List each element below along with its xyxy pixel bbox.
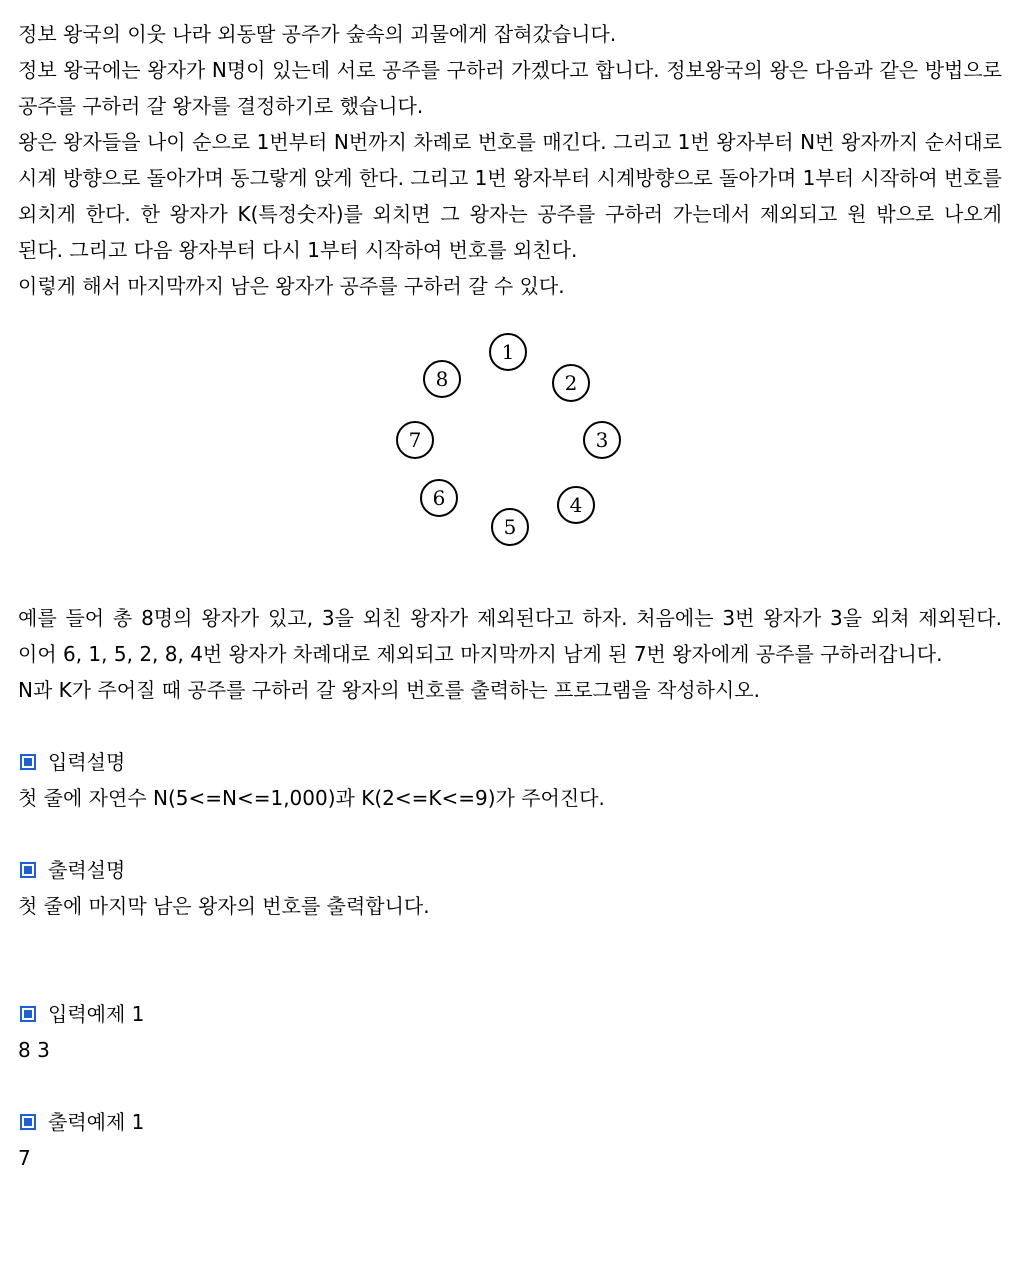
input-section-title: 입력설명	[48, 750, 126, 774]
input-example-heading	[18, 996, 1002, 1032]
prince-node-2	[553, 365, 589, 401]
intro-paragraph-3: 왕은 왕자들을 나이 순으로 1번부터 N번까지 차례로 번호를 매긴다. 그리고 1번 왕자부터 N번 왕자까지 순서대로 시계 방향으로 돌아가며 동그랗게 앉게 한다. 그리고 1번 왕자부터 시계방향으로 돌아가며 1부터 시작하여 번호를 외치게 한다. 한 왕자가 K(특정숫자)를 외치면 그 왕자는 공주를 구하러 가는데서 제외되고 원 밖으로 나오게 된다. 그리고 다음 왕자부터 다시 1부터 시작하여 번호를 외친다.	[18, 130, 1002, 262]
intro-paragraph-2: 정보 왕국에는 왕자가 N명이 있는데 서로 공주를 구하러 가겠다고 합니다. 정보왕국의 왕은 다음과 같은 방법으로 공주를 구하러 갈 왕자를 결정하기로 했습니다.	[18, 58, 1002, 118]
prince-node-label: 8	[435, 367, 449, 391]
prince-node-5	[492, 509, 528, 545]
prince-node-1	[490, 334, 526, 370]
prince-node-3	[584, 422, 620, 458]
prince-circle-svg	[18, 304, 1002, 600]
output-section-title: 출력설명	[48, 858, 126, 882]
prince-node-label: 4	[569, 493, 583, 517]
output-section-heading	[18, 852, 1002, 888]
prince-node-label: 3	[595, 428, 609, 452]
prince-circle-diagram	[18, 304, 1002, 600]
output-example-title: 출력예제 1	[48, 1110, 145, 1134]
square-bullet-icon	[20, 862, 36, 878]
prince-node-4	[558, 487, 594, 523]
intro-paragraph-4: 이렇게 해서 마지막까지 남은 왕자가 공주를 구하러 갈 수 있다.	[18, 274, 565, 298]
output-section-body: 첫 줄에 마지막 남은 왕자의 번호를 출력합니다.	[18, 894, 430, 918]
prince-node-label: 6	[432, 486, 446, 510]
output-example-heading	[18, 1104, 1002, 1140]
prince-node-label: 7	[408, 428, 422, 452]
input-example-title: 입력예제 1	[48, 1002, 145, 1026]
task-paragraph: N과 K가 주어질 때 공주를 구하러 갈 왕자의 번호를 출력하는 프로그램을 작성하시오.	[18, 678, 760, 702]
intro-paragraph-1: 정보 왕국의 이웃 나라 외동딸 공주가 숲속의 괴물에게 잡혀갔습니다.	[18, 22, 617, 46]
prince-node-6	[421, 480, 457, 516]
input-section-body: 첫 줄에 자연수 N(5<=N<=1,000)과 K(2<=K<=9)가 주어진다.	[18, 786, 605, 810]
prince-node-label: 1	[501, 340, 515, 364]
input-section-heading	[18, 744, 1002, 780]
square-bullet-icon	[20, 1006, 36, 1022]
prince-node-label: 5	[503, 515, 517, 539]
prince-node-8	[424, 361, 460, 397]
prince-node-label: 2	[564, 371, 578, 395]
prince-node-7	[397, 422, 433, 458]
input-example-body: 8 3	[18, 1038, 50, 1062]
output-example-body: 7	[18, 1146, 31, 1170]
problem-document	[18, 16, 1002, 1176]
square-bullet-icon	[20, 1114, 36, 1130]
example-paragraph-1: 예를 들어 총 8명의 왕자가 있고, 3을 외친 왕자가 제외된다고 하자. 처음에는 3번 왕자가 3을 외쳐 제외된다. 이어 6, 1, 5, 2, 8, 4번 왕자가 차례대로 제외되고 마지막까지 남게 된 7번 왕자에게 공주를 구하러갑니다.	[18, 606, 1002, 666]
square-bullet-icon	[20, 754, 36, 770]
